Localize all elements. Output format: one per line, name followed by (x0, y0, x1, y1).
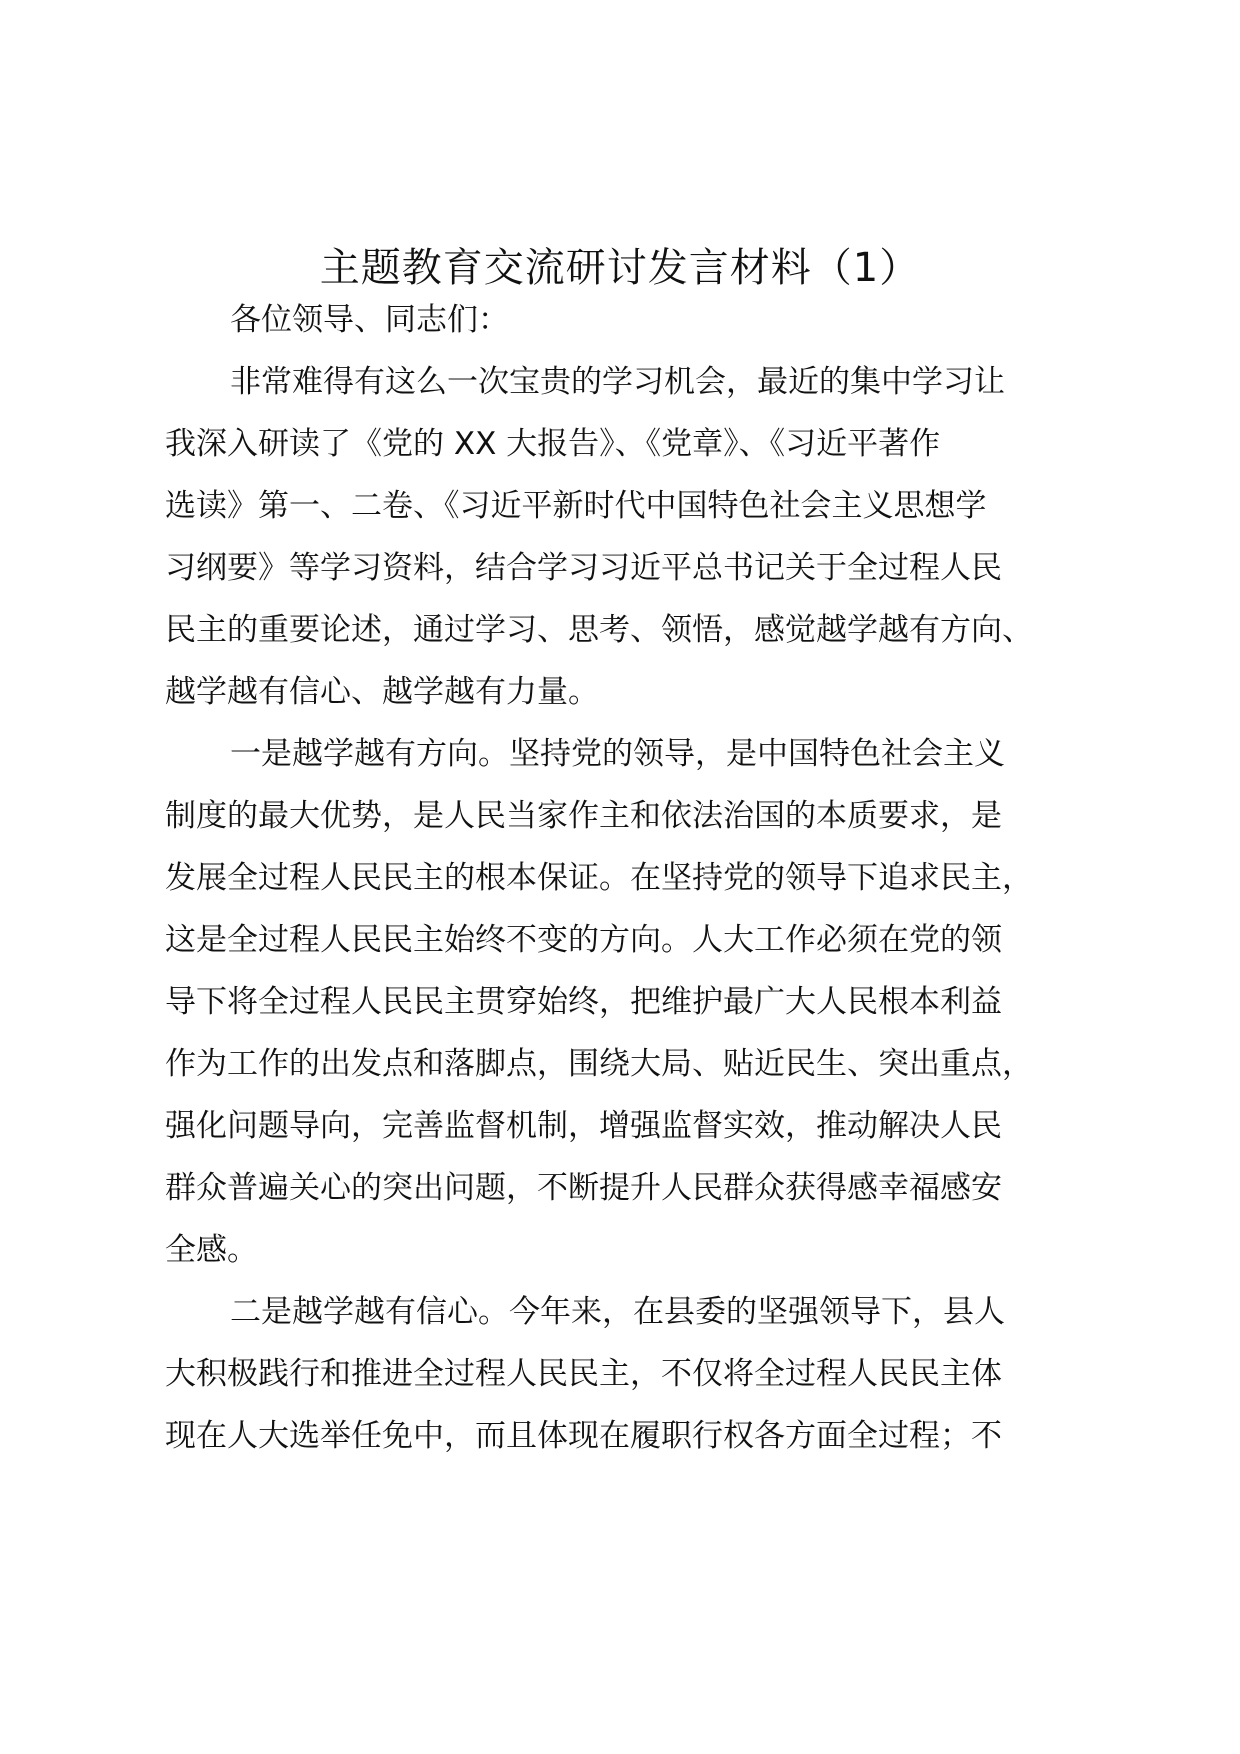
paragraph-1-line-6: 越学越有信心、越学越有力量。 (165, 674, 599, 710)
paragraph-1-line-2: 我深入研读了《党的 XX 大报告》、《党章》、《习近平著作 (165, 426, 941, 462)
paragraph-2-line-2: 制度的最大优势，是人民当家作主和依法治国的本质要求，是 (165, 798, 1002, 834)
document-title: 主题教育交流研讨发言材料（1） (319, 245, 921, 291)
paragraph-2-line-5: 导下将全过程人民民主贯穿始终，把维护最广大人民根本利益 (165, 984, 1002, 1020)
paragraph-3-line-2: 大积极践行和推进全过程人民民主，不仅将全过程人民民主体 (165, 1356, 1002, 1392)
paragraph-2-line-6: 作为工作的出发点和落脚点，围绕大局、贴近民生、突出重点， (165, 1046, 1033, 1082)
paragraph-2-line-9: 全感。 (165, 1232, 258, 1268)
paragraph-2-line-3: 发展全过程人民民主的根本保证。在坚持党的领导下追求民主， (165, 860, 1033, 896)
paragraph-2-line-1: 一是越学越有方向。坚持党的领导，是中国特色社会主义 (230, 736, 1005, 772)
salutation-line: 各位领导、同志们： (230, 302, 509, 338)
paragraph-2-line-4: 这是全过程人民民主始终不变的方向。人大工作必须在党的领 (165, 922, 1002, 958)
paragraph-1-line-4: 习纲要》等学习资料，结合学习习近平总书记关于全过程人民 (165, 550, 1002, 586)
paragraph-1-line-3: 选读》第一、二卷、《习近平新时代中国特色社会主义思想学 (165, 488, 987, 524)
paragraph-3-line-3: 现在人大选举任免中，而且体现在履职行权各方面全过程；不 (165, 1418, 1002, 1454)
paragraph-2-line-8: 群众普遍关心的突出问题，不断提升人民群众获得感幸福感安 (165, 1170, 1002, 1206)
paragraph-1-line-5: 民主的重要论述，通过学习、思考、领悟，感觉越学越有方向、 (165, 612, 1033, 648)
paragraph-3-line-1: 二是越学越有信心。今年来，在县委的坚强领导下，县人 (230, 1294, 1005, 1330)
paragraph-1-line-1: 非常难得有这么一次宝贵的学习机会，最近的集中学习让 (230, 364, 1005, 400)
paragraph-2-line-7: 强化问题导向，完善监督机制，增强监督实效，推动解决人民 (165, 1108, 1002, 1144)
